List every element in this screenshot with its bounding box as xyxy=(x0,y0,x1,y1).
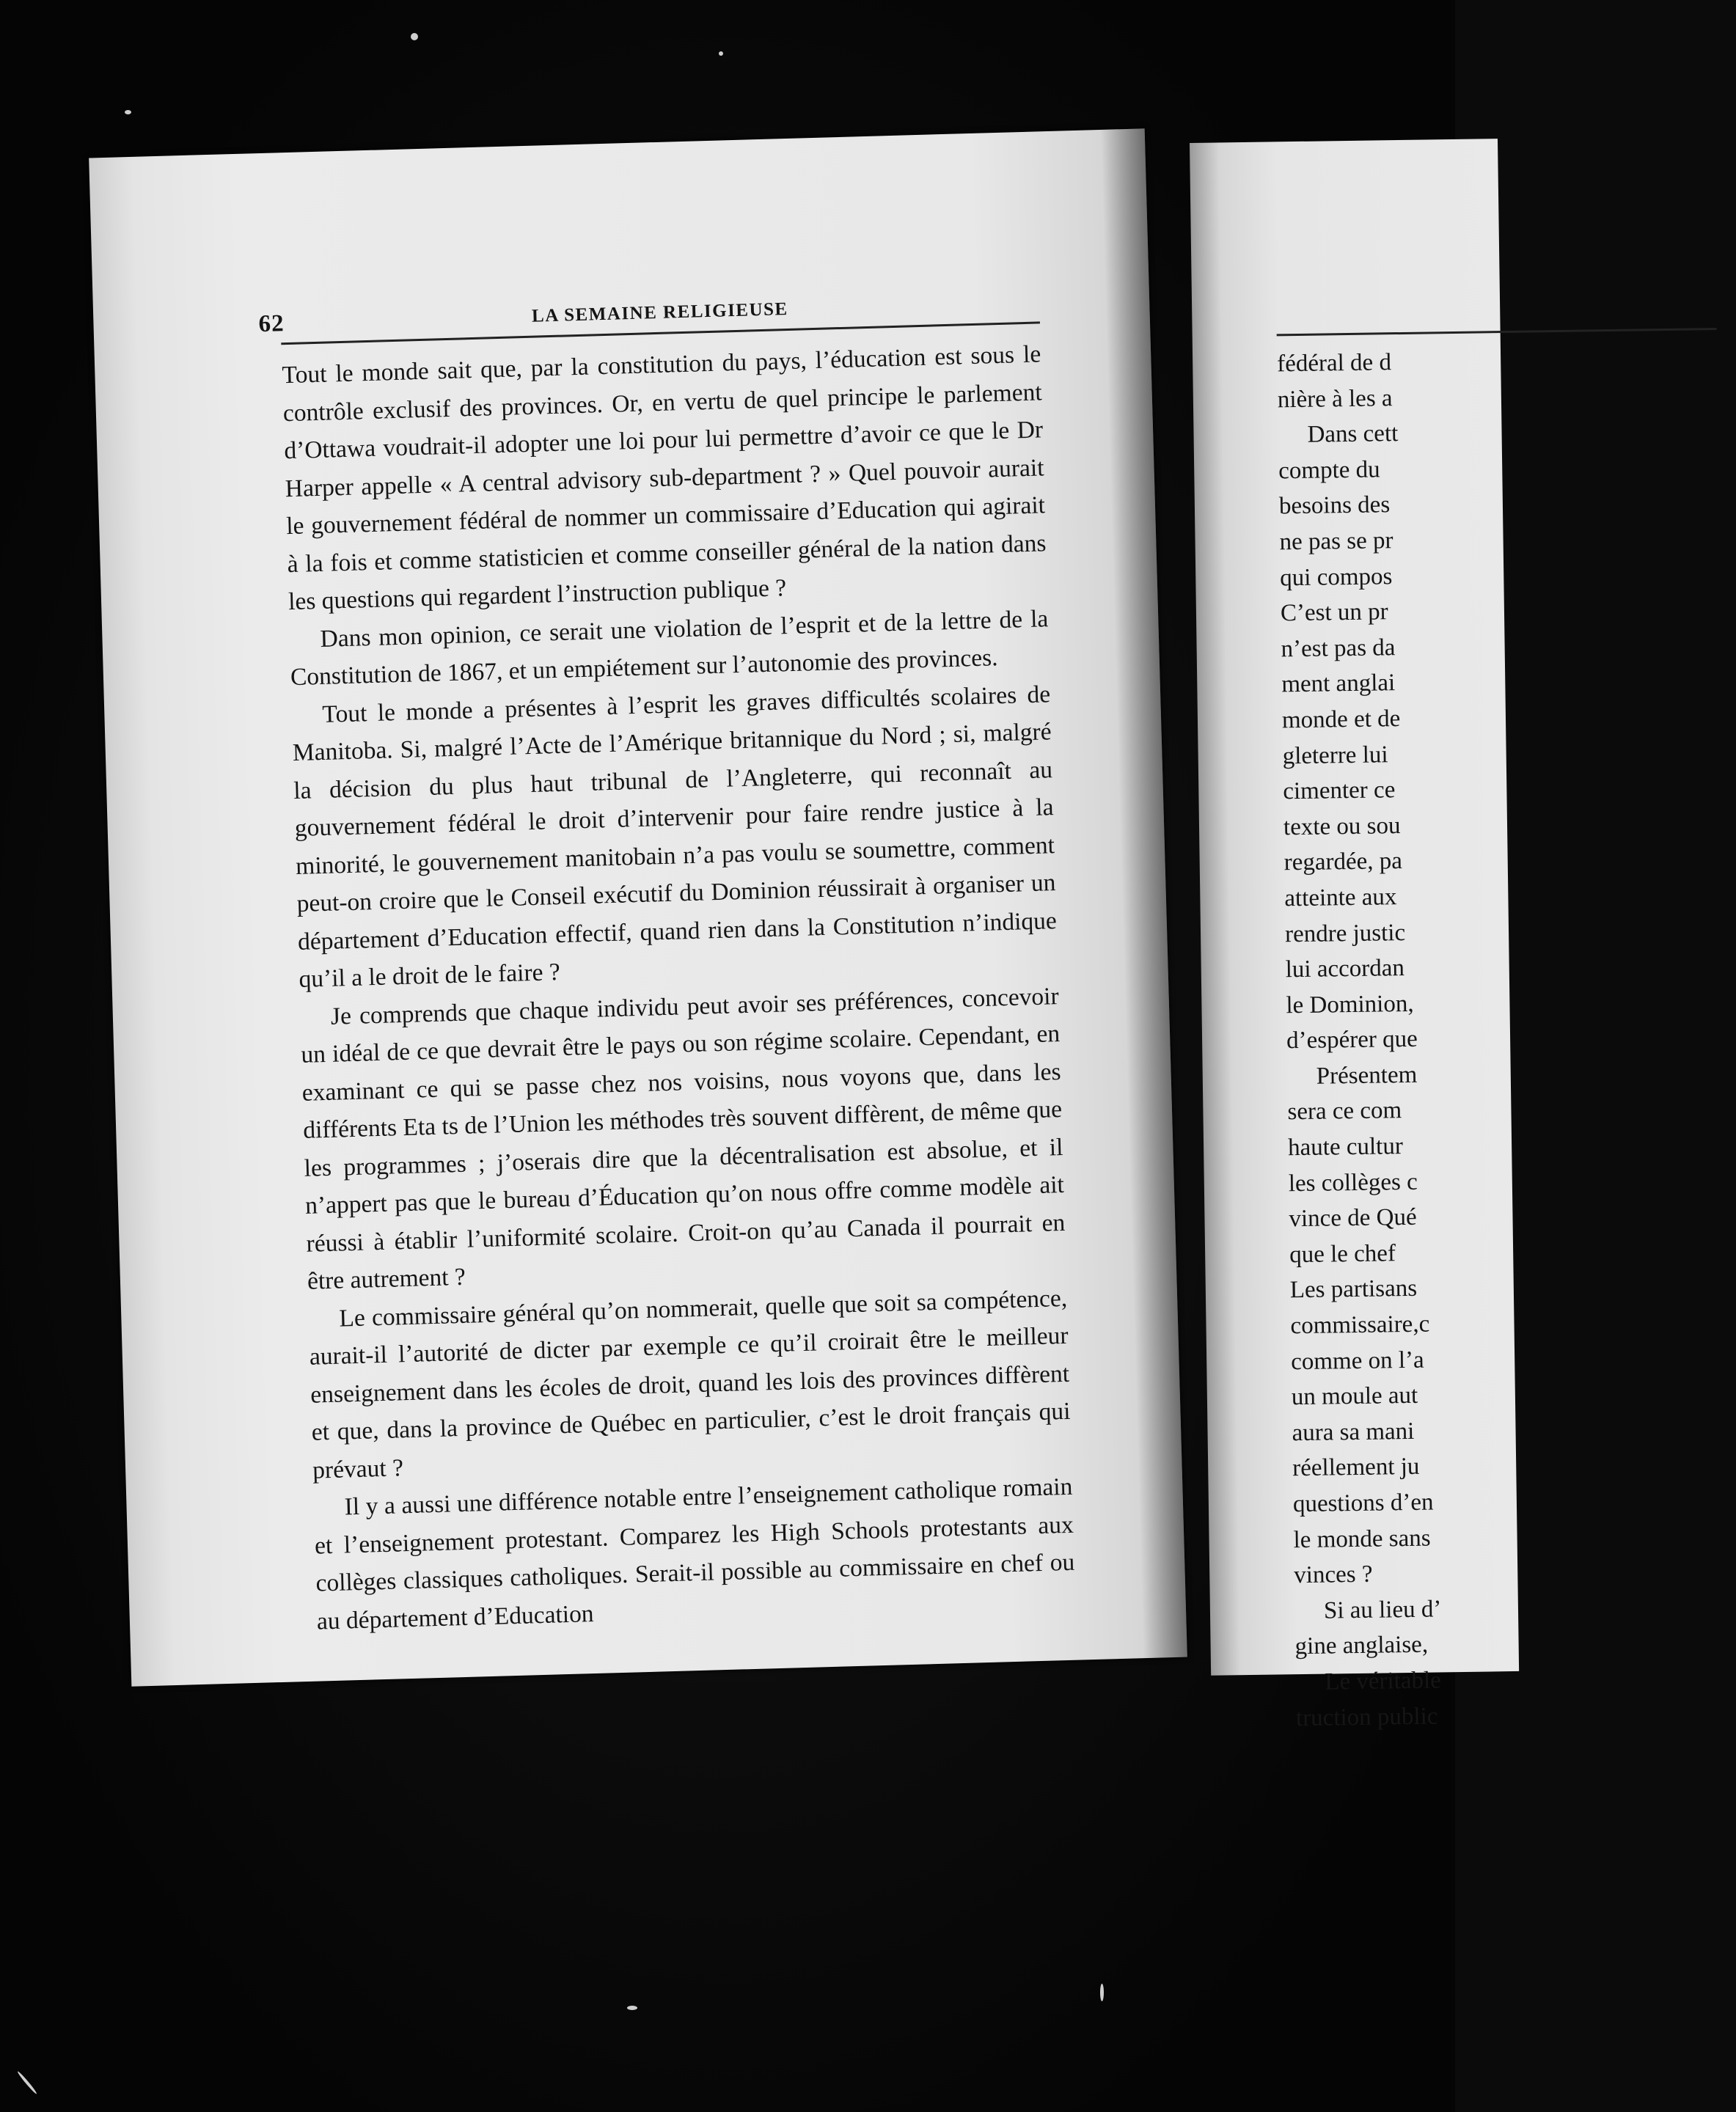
right-page-line: fédéral de d xyxy=(1276,349,1392,378)
paragraph: Tout le monde sait que, par la constitution du pays, l’éducation est sous le contrôle exclusif des provinces. Or, en vertu de quel principe le parlement d’Ottawa voudrait-il adopter une loi pour lui permettre d’avoir ce que le Dr Harper appelle « A central advisory sub-department ? » Quel pouvoir aurait le gouvernement fédéral de nommer un commissaire d’Education qui agirait à la fois et comme statisticien et comme conseiller général de la nation dans les questions qui regardent l’instruction publique ? xyxy=(282,340,1047,616)
dust-speck xyxy=(719,51,723,56)
right-page-text xyxy=(1277,328,1736,1736)
right-page-line: le Dominion, xyxy=(1286,990,1414,1019)
right-page-line: qui compos xyxy=(1280,562,1393,591)
page-number: 62 xyxy=(258,310,285,338)
dust-speck xyxy=(411,33,418,40)
right-page-line: réellement ju xyxy=(1292,1453,1420,1482)
paragraph: Le commissaire général qu’on nommerait, quelle que soit sa compétence, aurait-il l’autorité de dicter par exemple ce qu’il croirait être le meilleur enseignement dans les écoles de droit, quand les lois des provinces diffèrent et que, dans la province de Québec en particulier, c’est le droit français qui prévaut ? xyxy=(309,1284,1071,1484)
left-page-text xyxy=(258,289,1076,1640)
paragraph: Tout le monde a présentes à l’esprit les graves difficultés scolaires de Manitoba. Si, malgré l’Acte de l’Amérique britannique du Nord ; si, malgré la décision du plus haut tribunal de l’Angleterre, qui reconnaît au gouvernement fédéral le droit d’intervenir pour faire rendre justice à la minorité, le gouvernement manitobain n’a pas voulu se soumettre, comment peut-on croire que le Conseil exécutif du Dominion réussirait à organiser un département d’Education effectif, quand rien dans la Constitution n’indique qu’il a le droit de le faire ? xyxy=(292,680,1058,993)
dust-speck xyxy=(125,110,131,114)
left-page xyxy=(89,128,1187,1686)
right-page-line: questions d’en xyxy=(1292,1489,1434,1518)
right-page-line: lui accordan xyxy=(1285,955,1405,983)
dust-speck xyxy=(1100,1984,1104,2001)
dust-speck xyxy=(17,2070,38,2094)
right-page-line: le monde sans xyxy=(1293,1525,1431,1553)
right-page-line: nière à les a xyxy=(1277,384,1393,413)
right-page-line: Le véritable xyxy=(1325,1667,1442,1695)
right-page-line: Les partisans xyxy=(1289,1275,1418,1304)
right-page-line: aura sa mani xyxy=(1292,1418,1415,1447)
right-page-line: sera ce com xyxy=(1287,1097,1402,1126)
right-page-line: ment anglai xyxy=(1281,670,1396,698)
right-page-line: regardée, pa xyxy=(1283,848,1403,876)
right-page-line: compte du xyxy=(1278,456,1380,485)
right-page-line: vince de Qué xyxy=(1289,1204,1417,1233)
right-page-line: vinces ? xyxy=(1294,1561,1373,1589)
right-page xyxy=(1190,139,1519,1731)
right-page-line: n’est pas da xyxy=(1281,634,1396,663)
right-page-line: atteinte aux xyxy=(1284,884,1397,912)
right-page-line: cimenter ce xyxy=(1283,777,1396,805)
right-page-line: Présentem xyxy=(1316,1061,1418,1090)
right-page-line: comme on l’a xyxy=(1290,1346,1424,1375)
paragraph: Dans mon opinion, ce serait une violation de l’esprit et de la lettre de la Constitution de 1867, et un empiétement sur l’autonomie des provinces. xyxy=(290,604,1049,692)
journal-title: LA SEMAINE RELIGIEUSE xyxy=(531,298,788,326)
right-page-line: haute cultur xyxy=(1287,1133,1404,1162)
right-page-line: rendre justic xyxy=(1284,919,1406,947)
right-page-line: truction public xyxy=(1295,1703,1438,1731)
paragraph: Je comprends que chaque individu peut avoir ses préférences, concevoir un idéal de ce que devrait être le pays ou son régime scolaire. Cependant, en examinant ce qui se passe chez nos voisins, nous voyons que, dans les différents Eta ts de l’Union les méthodes très souvent diffèrent, de même que les programmes ; j’oserais dire que la décentralisation est absolue, et il n’appert pas que le bureau d’Éducation qu’on nous offre comme modèle ait réussi à établir l’uniformité scolaire. Croit-on qu’au Canada il pourrait en être autrement ? xyxy=(300,982,1066,1295)
right-page-line: les collèges c xyxy=(1288,1168,1418,1197)
right-page-line: que le chef xyxy=(1289,1240,1396,1269)
paragraph: Il y a aussi une différence notable entre l’enseignement catholique romain et l’enseignement protestant. Comparez les High Schools protestants aux collèges classiques catholiques. Serait-il possible au commissaire en chef ou au département d’Education xyxy=(314,1473,1075,1635)
right-page-line: un moule aut xyxy=(1291,1382,1418,1411)
right-page-line: ne pas se pr xyxy=(1279,527,1393,556)
right-page-line: Dans cett xyxy=(1307,420,1399,448)
right-page-line: commissaire,c xyxy=(1290,1310,1430,1340)
right-page-line: gine anglaise, xyxy=(1294,1632,1429,1660)
right-page-line: texte ou sou xyxy=(1283,812,1401,841)
right-page-line: besoins des xyxy=(1278,491,1391,520)
right-page-line: d’espérer que xyxy=(1286,1026,1418,1055)
running-head xyxy=(258,289,1040,345)
dust-speck xyxy=(627,2006,637,2010)
right-page-line: Si au lieu d’ xyxy=(1323,1596,1442,1624)
right-page-line: gleterre lui xyxy=(1282,741,1388,769)
right-page-line: monde et de xyxy=(1281,705,1401,734)
right-page-line: C’est un pr xyxy=(1280,598,1388,627)
